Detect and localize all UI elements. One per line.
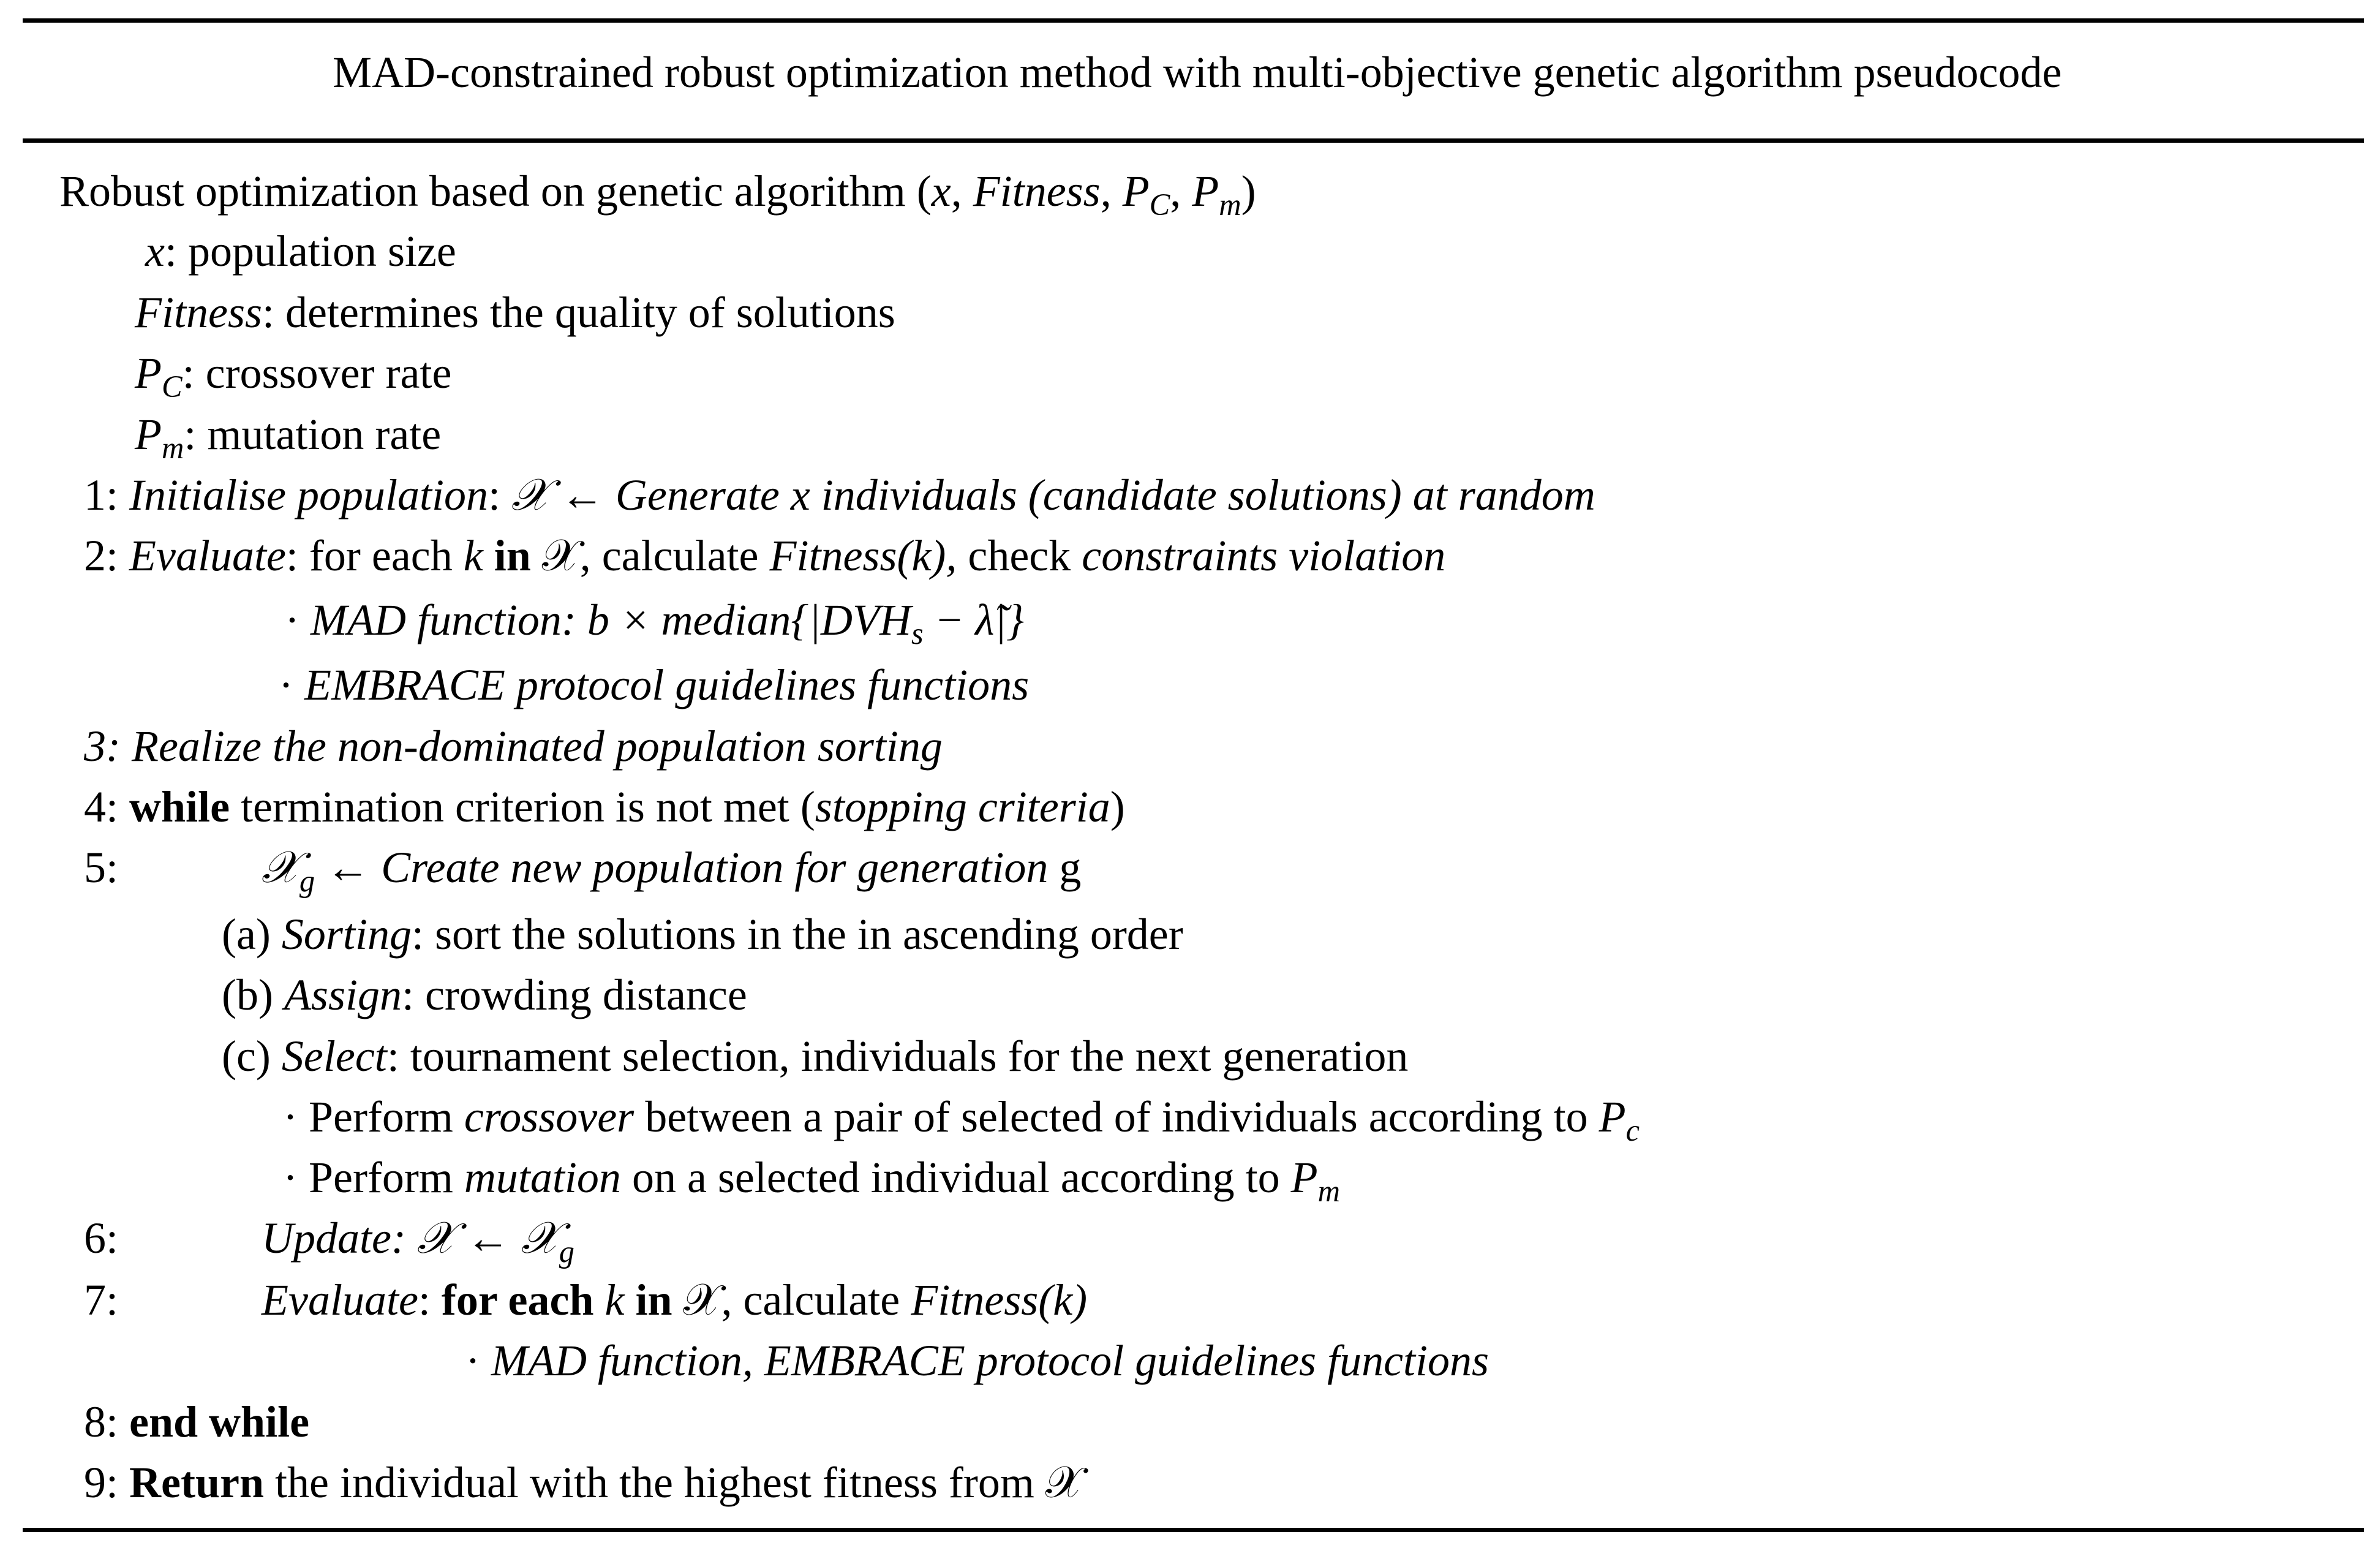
substep-tag: (c): [222, 1032, 282, 1081]
step-5b: [222, 964, 747, 1026]
step-number: 4:: [84, 782, 119, 831]
param-desc: : mutation rate: [184, 410, 442, 459]
text: between a pair of selected of individuals according to: [634, 1092, 1599, 1141]
param-symbol: x: [145, 227, 165, 276]
bullet: ·: [279, 660, 304, 709]
bottom-rule: [23, 1528, 2364, 1532]
substep-label: Sorting: [281, 910, 412, 959]
p-sub: m: [1317, 1174, 1340, 1209]
substep-text: : tournament selection, individuals for the next generation: [386, 1032, 1409, 1081]
bullet: ·: [285, 595, 311, 644]
step-6: [84, 1207, 574, 1269]
substep-label: Assign: [284, 970, 402, 1019]
step-number: 7:: [84, 1275, 119, 1324]
step-5e: [283, 1147, 1340, 1208]
arg-x: x: [931, 167, 951, 216]
param-sub: m: [161, 431, 184, 466]
step-body: Create new population for generation: [381, 843, 1049, 892]
arg-pm: P: [1192, 167, 1219, 216]
colon: :: [488, 470, 512, 519]
step-5: [84, 837, 1081, 898]
step-7: [84, 1269, 1087, 1331]
sep: ,: [1170, 167, 1192, 216]
step-number: 5:: [84, 843, 119, 892]
stopping-criteria: stopping criteria: [815, 782, 1110, 831]
param-sub: C: [161, 369, 183, 404]
bullet: · Perform: [283, 1153, 464, 1202]
step-number: 1:: [84, 470, 119, 519]
mad-formula-end: − λ̃|}: [923, 595, 1024, 644]
functions-text: MAD function, EMBRACE protocol guidelines functions: [491, 1336, 1489, 1385]
p-symbol: P: [1290, 1153, 1318, 1202]
embrace-text: EMBRACE protocol guidelines functions: [304, 660, 1030, 709]
arg-pc-sub: C: [1149, 187, 1170, 222]
table-title: MAD-constrained robust optimization method with multi-objective genetic algorithm pseudocode: [333, 48, 2062, 97]
step-2-mad: [285, 589, 1024, 651]
step-body: Realize the non-dominated population sorting: [131, 722, 943, 771]
text: termination criterion is not met (: [230, 782, 815, 831]
population-symbol: 𝒳: [541, 531, 580, 580]
mutation-term: mutation: [464, 1153, 621, 1202]
step-number: 9:: [84, 1458, 119, 1507]
param-pm: [135, 404, 441, 465]
step-number: 3:: [84, 722, 121, 771]
text: on a selected individual according to: [620, 1153, 1291, 1202]
text: , calculate: [579, 531, 770, 580]
step-body: 𝒳 ← Generate x individuals (candidate solutions) at random: [511, 470, 1595, 519]
step-5a: [222, 904, 1183, 965]
sep: ,: [1100, 167, 1123, 216]
colon: :: [418, 1275, 442, 1324]
update-expr: : 𝒳 ← 𝒳: [391, 1214, 559, 1263]
substep-label: Select: [281, 1032, 387, 1081]
arg-pm-sub: m: [1219, 187, 1241, 222]
step-label: Evaluate: [129, 531, 286, 580]
param-symbol: Fitness: [135, 288, 262, 337]
bullet: · Perform: [283, 1092, 464, 1141]
crossover-term: crossover: [464, 1092, 635, 1141]
step-4: [84, 776, 1125, 837]
step-body: the individual with the highest fitness from 𝒳: [264, 1458, 1083, 1507]
param-pc: [135, 342, 451, 404]
var-k: k: [593, 1275, 636, 1324]
arg-fitness: Fitness: [973, 167, 1101, 216]
keyword-for-each: for each: [441, 1275, 594, 1324]
substep-tag: (a): [222, 910, 282, 959]
step-7-functions: [465, 1330, 1489, 1391]
param-symbol: P: [135, 410, 162, 459]
text: : for each: [285, 531, 464, 580]
param-fitness: [135, 282, 895, 343]
step-5c: [222, 1026, 1408, 1087]
step-number: 2:: [84, 531, 119, 580]
header-rule: [23, 138, 2364, 143]
signature-suffix: ): [1241, 167, 1256, 216]
step-label: Update: [262, 1214, 391, 1263]
keyword-in: in: [494, 531, 531, 580]
param-x: [145, 221, 456, 282]
gen-sub: g: [559, 1234, 574, 1269]
param-desc: : crossover rate: [182, 349, 452, 398]
top-rule: [23, 18, 2364, 23]
step-number: 6:: [84, 1214, 119, 1263]
text: check: [957, 531, 1082, 580]
param-desc: : determines the quality of solutions: [262, 288, 895, 337]
arrow: ←: [315, 843, 382, 892]
population-symbol: 𝒳: [262, 843, 299, 892]
arg-pc: P: [1122, 167, 1150, 216]
gen-sub: g: [299, 864, 315, 899]
step-9: [84, 1452, 1083, 1513]
var-k: k: [463, 531, 483, 580]
step-2-embrace: [279, 654, 1029, 716]
substep-tag: (b): [222, 970, 284, 1019]
fitness-call: Fitness(k),: [769, 531, 957, 580]
p-symbol: P: [1599, 1092, 1626, 1141]
fitness-call: Fitness(k): [911, 1275, 1088, 1324]
step-3: [84, 716, 943, 777]
step-8: [84, 1391, 309, 1452]
mad-sub: s: [911, 616, 924, 651]
param-desc: : population size: [164, 227, 456, 276]
step-1: [84, 464, 1595, 526]
mad-label: MAD function: [310, 595, 562, 644]
param-symbol: P: [135, 349, 162, 398]
text: 𝒳, calculate: [672, 1275, 911, 1324]
substep-text: : crowding distance: [401, 970, 747, 1019]
step-label: Initialise population: [129, 470, 488, 519]
keyword-in: in: [635, 1275, 672, 1324]
p-sub: c: [1625, 1113, 1640, 1148]
keyword-while: while: [129, 782, 230, 831]
sep: ,: [951, 167, 973, 216]
step-5d: [283, 1086, 1640, 1147]
text: ): [1110, 782, 1125, 831]
step-number: 8:: [84, 1397, 119, 1446]
constraints-text: constraints violation: [1082, 531, 1446, 580]
bullet: ·: [465, 1336, 491, 1385]
keyword-return: Return: [129, 1458, 264, 1507]
step-2: [84, 525, 1445, 586]
mad-formula: : b × median{|DVH: [561, 595, 911, 644]
keyword-end-while: end while: [129, 1397, 310, 1446]
algorithm-signature: [59, 161, 1256, 222]
gen-g: g: [1048, 843, 1082, 892]
signature-prefix: Robust optimization based on genetic algorithm (: [59, 167, 932, 216]
substep-text: : sort the solutions in the in ascending order: [411, 910, 1183, 959]
step-label: Evaluate: [262, 1275, 418, 1324]
